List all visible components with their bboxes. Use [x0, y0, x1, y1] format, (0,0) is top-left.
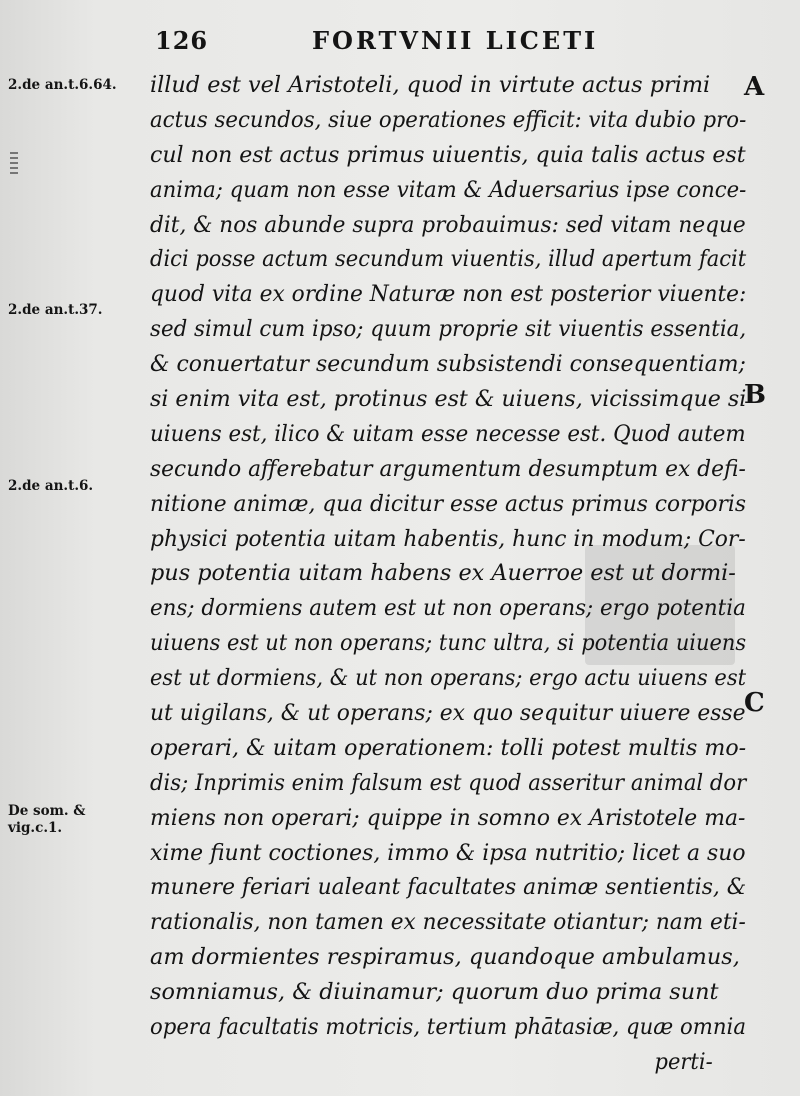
- text-line: physici potentia uitam habentis, hunc in modum; Cor-: [150, 525, 746, 552]
- text-line: ens; dormiens autem est ut non operans; ergo potentia: [150, 595, 746, 622]
- margin-note: De som. &: [8, 803, 86, 819]
- text-line: opera facultatis motricis, tertium phātasiæ, quæ omnia: [150, 1014, 746, 1041]
- section-letter: B: [744, 380, 766, 410]
- text-line: si enim vita est, protinus est & uiuens, vicissimque si: [150, 386, 747, 413]
- text-line: sed simul cum ipso; quum proprie sit viuentis essentia,: [150, 316, 747, 343]
- catchword: perti-: [654, 1048, 713, 1075]
- page-header: [150, 20, 750, 60]
- text-line: & conuertatur secundum subsistendi consequentiam;: [150, 351, 746, 378]
- text-line: actus secundos, siue operationes efficit: vita dubio pro-: [150, 106, 747, 133]
- running-head: FORTVNII LICETI: [312, 26, 599, 55]
- text-line: dici posse actum secundum viuentis, illud apertum facit: [150, 246, 747, 273]
- margin-note: 2.de an.t.37.: [8, 302, 103, 318]
- text-line: uiuens est, ilico & uitam esse necesse est. Quod autem: [150, 420, 746, 447]
- body-text: [150, 68, 750, 1080]
- margin-note: 2.de an.t.6.: [8, 478, 94, 494]
- text-line: rationalis, non tamen ex necessitate otiantur; nam eti-: [150, 909, 746, 936]
- text-line: somniamus, & diuinamur; quorum duo prima sunt: [150, 979, 719, 1006]
- text-line: cul non est actus primus uiuentis, quia talis actus est: [150, 141, 746, 168]
- text-line: nitione animæ, qua dicitur esse actus primus corporis: [150, 490, 747, 517]
- text-line: anima; quam non esse vitam & Aduersarius ipse conce-: [150, 176, 747, 203]
- text-line: quod vita ex ordine Naturæ non est posterior viuente:: [150, 281, 747, 308]
- text-line: pus potentia uitam habens ex Auerroe est ut dormi-: [150, 560, 736, 587]
- section-letter: A: [744, 72, 765, 102]
- margin-note: 2.de an.t.6.64.: [8, 77, 117, 93]
- text-line: ut uigilans, & ut operans; ex quo sequitur uiuere esse: [150, 700, 746, 727]
- margin-speck: [10, 152, 18, 174]
- text-line: dis; Inprimis enim falsum est quod asseritur animal dor: [150, 769, 747, 796]
- text-line: operari, & uitam operationem: tolli potest multis mo-: [150, 734, 747, 761]
- text-line: xime fiunt coctiones, immo & ipsa nutritio; licet a suo: [150, 839, 746, 866]
- text-line: dit, & nos abunde supra probauimus: sed vitam neque: [150, 211, 746, 238]
- page-number: 126: [155, 26, 209, 55]
- margin-note: vig.c.1.: [8, 820, 63, 836]
- text-line: miens non operari; quippe in somno ex Aristotele ma-: [150, 804, 746, 831]
- text-line: est ut dormiens, & ut non operans; ergo actu uiuens est: [150, 665, 747, 692]
- text-line: uiuens est ut non operans; tunc ultra, si potentia uiuens: [150, 630, 747, 657]
- text-line: munere feriari ualeant facultates animæ sentientis, &: [150, 874, 747, 901]
- text-line: secundo afferebatur argumentum desumptum ex defi-: [150, 455, 746, 482]
- text-line: am dormientes respiramus, quandoque ambulamus,: [150, 944, 740, 971]
- text-line: illud est vel Aristoteli, quod in virtute actus primi: [150, 72, 711, 98]
- section-letter: C: [744, 688, 765, 718]
